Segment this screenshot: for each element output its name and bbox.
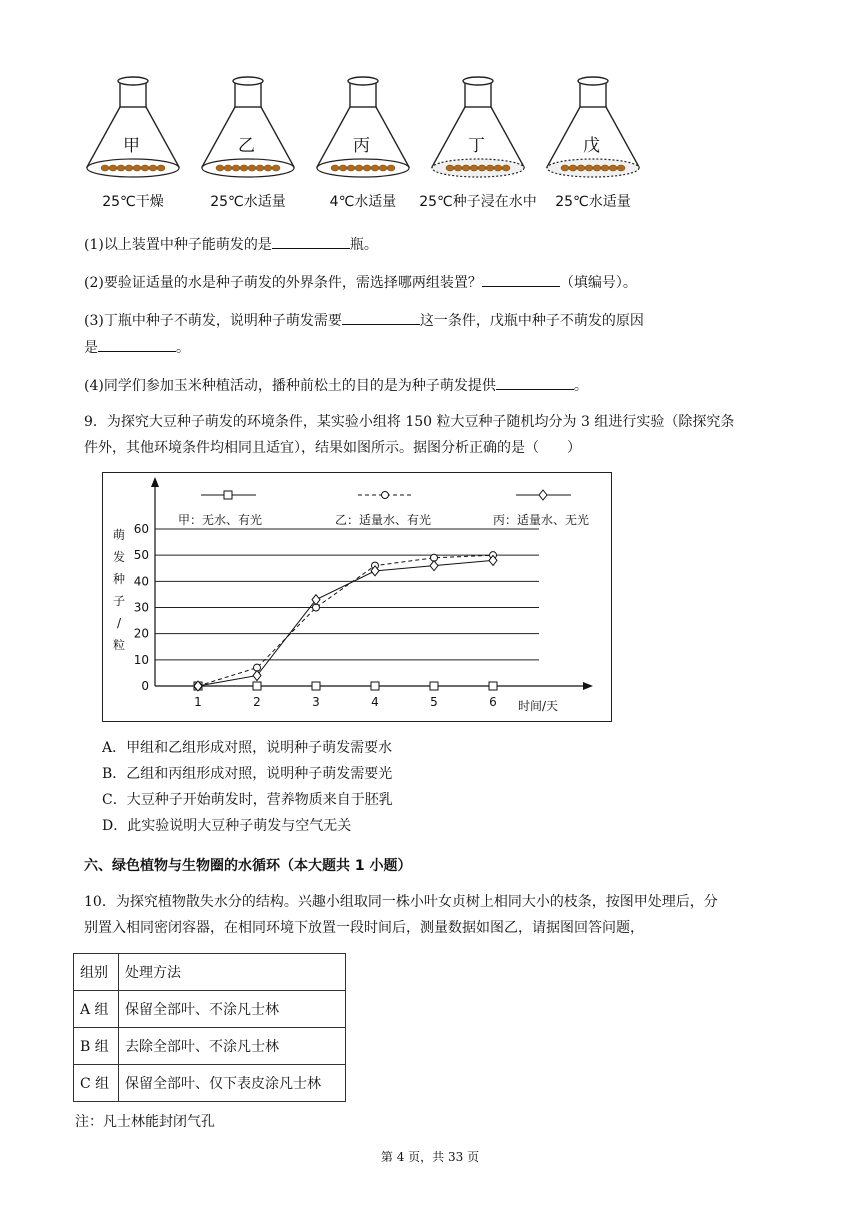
- seed: [617, 165, 625, 171]
- seed: [339, 165, 347, 171]
- y-tick-label: 40: [133, 574, 149, 589]
- data-point: [489, 682, 497, 690]
- data-point: [430, 682, 438, 690]
- seed: [133, 165, 141, 171]
- seed: [561, 165, 569, 171]
- series-square: [194, 682, 497, 690]
- q9-option-b[interactable]: B．乙组和丙组形成对照，说明种子萌发需要光: [102, 766, 393, 782]
- series-line: [198, 555, 493, 686]
- data-point: [382, 492, 389, 499]
- table-header-row: [74, 954, 346, 991]
- table-row: [74, 991, 346, 1028]
- q9-stem-line2: 件外，其他环境条件均相同且适宜），结果如图所示。据图分析正确的是（ ）: [84, 440, 581, 456]
- flask-rim: [463, 77, 493, 85]
- section-6-heading: 六、绿色植物与生物圈的水循环（本大题共 1 小题）: [84, 858, 412, 874]
- answer-blank-1[interactable]: [272, 234, 350, 249]
- y-axis-label-char: 种: [112, 572, 126, 586]
- table-row: [74, 1065, 346, 1102]
- x-tick-label: 5: [430, 695, 438, 709]
- table-cell-method: 保留全部叶、仅下表皮涂凡士林: [119, 1065, 346, 1102]
- seed: [125, 165, 133, 171]
- flask-rim: [348, 77, 378, 85]
- treatment-table-wrap: [73, 953, 346, 1102]
- y-tick-label: 20: [133, 626, 149, 641]
- y-tick-label: 60: [133, 522, 149, 536]
- data-point: [371, 682, 379, 690]
- seed: [470, 165, 478, 171]
- y-axis-label-char: 萌: [112, 528, 126, 542]
- legend-item: [335, 492, 431, 528]
- flask-5: [547, 77, 639, 177]
- seed: [117, 165, 125, 171]
- q8-part3-line2-text: 是: [84, 340, 98, 356]
- q9-option-a[interactable]: A．甲组和乙组形成对照，说明种子萌发需要水: [102, 740, 393, 756]
- x-axis-arrow: [583, 682, 593, 690]
- flask-label: 丁: [468, 136, 485, 156]
- table-header-group: 组别: [74, 954, 119, 991]
- table-cell-group: C 组: [74, 1065, 119, 1102]
- seed: [256, 165, 264, 171]
- q8-part2: [84, 272, 637, 293]
- q8-part1-text: (1)以上装置中种子能萌发的是: [84, 237, 272, 253]
- q8-part4-tail: 。: [573, 378, 588, 394]
- table-header-method: 处理方法: [119, 954, 346, 991]
- q8-part3-tail: 这一条件，戊瓶中种子不萌发的原因: [419, 313, 644, 329]
- flask-condition: 25℃干燥: [102, 194, 164, 210]
- series-circle: [195, 552, 497, 690]
- seed: [577, 165, 585, 171]
- q8-part4: [84, 375, 588, 396]
- q8-part3-text: (3)丁瓶中种子不萌发，说明种子萌发需要: [84, 313, 342, 329]
- seed: [486, 165, 494, 171]
- table-row: [74, 1028, 346, 1065]
- flask-condition: 25℃种子浸在水中: [419, 194, 537, 210]
- data-point: [312, 682, 320, 690]
- q8-part3-line2-tail: 。: [176, 340, 190, 356]
- seed: [387, 165, 395, 171]
- seed: [478, 165, 486, 171]
- flask-rim: [118, 77, 148, 85]
- seed: [216, 165, 224, 171]
- x-tick-label: 6: [489, 695, 497, 709]
- x-axis-label: 时间/天: [518, 699, 559, 713]
- answer-blank-5[interactable]: [496, 375, 574, 390]
- x-tick-label: 4: [371, 695, 379, 709]
- flask-label: 乙: [238, 136, 255, 156]
- legend-label: 丙：适量水、无光: [493, 513, 590, 527]
- data-point: [224, 491, 232, 499]
- q10-stem-line1: 10．为探究植物散失水分的结构。兴趣小组取同一株小叶女贞树上相同大小的枝条，按图甲处理后，分: [84, 894, 718, 910]
- series-diamond: [194, 555, 497, 691]
- seed: [502, 165, 510, 171]
- page-footer: 第 4 页，共 33 页: [380, 1150, 480, 1164]
- seed: [248, 165, 256, 171]
- seed: [462, 165, 470, 171]
- seed: [363, 165, 371, 171]
- q9-option-c[interactable]: C．大豆种子开始萌发时，营养物质来自于胚乳: [102, 792, 393, 808]
- flask-2: [202, 77, 294, 177]
- q10-stem-line2: 别置入相同密闭容器，在相同环境下放置一段时间后，测量数据如图乙，请据图回答问题，: [84, 920, 644, 936]
- seed: [609, 165, 617, 171]
- seed: [224, 165, 232, 171]
- x-tick-label: 3: [312, 695, 320, 709]
- seed: [101, 165, 109, 171]
- q9-option-d[interactable]: D．此实验说明大豆种子萌发与空气无关: [102, 818, 352, 834]
- y-tick-label: 50: [133, 548, 149, 563]
- series-line: [198, 560, 493, 686]
- seed: [272, 165, 280, 171]
- seed: [240, 165, 248, 171]
- q9-chart: [102, 472, 612, 722]
- q9-stem-line1: 9．为探究大豆种子萌发的环境条件，某实验小组将 150 粒大豆种子随机均分为 3 组进行实验（除探究条: [84, 414, 735, 430]
- seed: [446, 165, 454, 171]
- flask-rim: [578, 77, 608, 85]
- y-tick-label: 10: [133, 652, 149, 667]
- seed: [454, 165, 462, 171]
- y-tick-label: 0: [141, 679, 149, 693]
- seed: [347, 165, 355, 171]
- y-axis-label-char: 粒: [112, 638, 126, 652]
- table-note: 注：凡士林能封闭气孔: [75, 1114, 215, 1130]
- q9-chart-svg: [103, 473, 611, 721]
- flask-condition: 25℃水适量: [555, 194, 631, 210]
- flask-condition: 4℃水适量: [329, 194, 397, 210]
- x-tick-label: 2: [253, 695, 261, 709]
- q8-part3-line2: [84, 337, 190, 358]
- q8-part4-text: (4)同学们参加玉米种植活动，播种前松土的目的是为种子萌发提供: [84, 378, 496, 394]
- y-axis-label-char: 子: [112, 594, 126, 608]
- y-axis-arrow: [151, 477, 159, 487]
- flask-label: 甲: [123, 136, 140, 156]
- seed: [109, 165, 117, 171]
- table-cell-group: A 组: [74, 991, 119, 1028]
- treatment-table: [73, 953, 346, 1102]
- y-tick-label: 30: [133, 600, 149, 615]
- data-point: [253, 682, 261, 690]
- legend-item: [178, 491, 262, 527]
- flask-rim: [233, 77, 263, 85]
- data-point: [539, 490, 547, 500]
- seed: [585, 165, 593, 171]
- answer-blank-4[interactable]: [98, 337, 176, 352]
- table-cell-group: B 组: [74, 1028, 119, 1065]
- seed: [141, 165, 149, 171]
- seed: [331, 165, 339, 171]
- seed: [494, 165, 502, 171]
- seed: [157, 165, 165, 171]
- seed: [371, 165, 379, 171]
- flask-condition: 25℃水适量: [210, 194, 286, 210]
- seed: [355, 165, 363, 171]
- q8-part2-text: (2)要验证适量的水是种子萌发的外界条件，需选择哪两组装置？: [84, 275, 482, 291]
- y-axis-label-char: /: [116, 616, 122, 630]
- table-cell-method: 保留全部叶、不涂凡士林: [119, 991, 346, 1028]
- flask-4: [432, 77, 524, 177]
- legend-item: [493, 490, 589, 527]
- legend-label: 甲：无水、有光: [178, 513, 263, 527]
- y-axis-label-char: 发: [112, 550, 126, 564]
- table-cell-method: 去除全部叶、不涂凡士林: [119, 1028, 346, 1065]
- q8-part2-tail: （填编号）。: [559, 275, 637, 291]
- q8-part1-tail: 瓶。: [349, 237, 378, 253]
- seed: [593, 165, 601, 171]
- seed: [379, 165, 387, 171]
- q8-part3: [84, 310, 644, 331]
- flask-1: [87, 77, 179, 177]
- seed: [149, 165, 157, 171]
- flask-label: 丙: [353, 136, 370, 156]
- data-point: [430, 561, 438, 571]
- seed: [601, 165, 609, 171]
- answer-blank-3[interactable]: [342, 310, 420, 325]
- answer-blank-2[interactable]: [482, 272, 560, 287]
- seed: [232, 165, 240, 171]
- flask-label: 戊: [583, 136, 600, 156]
- legend-label: 乙：适量水、有光: [335, 513, 432, 527]
- q8-part1: [84, 234, 378, 255]
- x-tick-label: 1: [194, 695, 202, 709]
- flask-3: [317, 77, 409, 177]
- seed: [569, 165, 577, 171]
- seed: [264, 165, 272, 171]
